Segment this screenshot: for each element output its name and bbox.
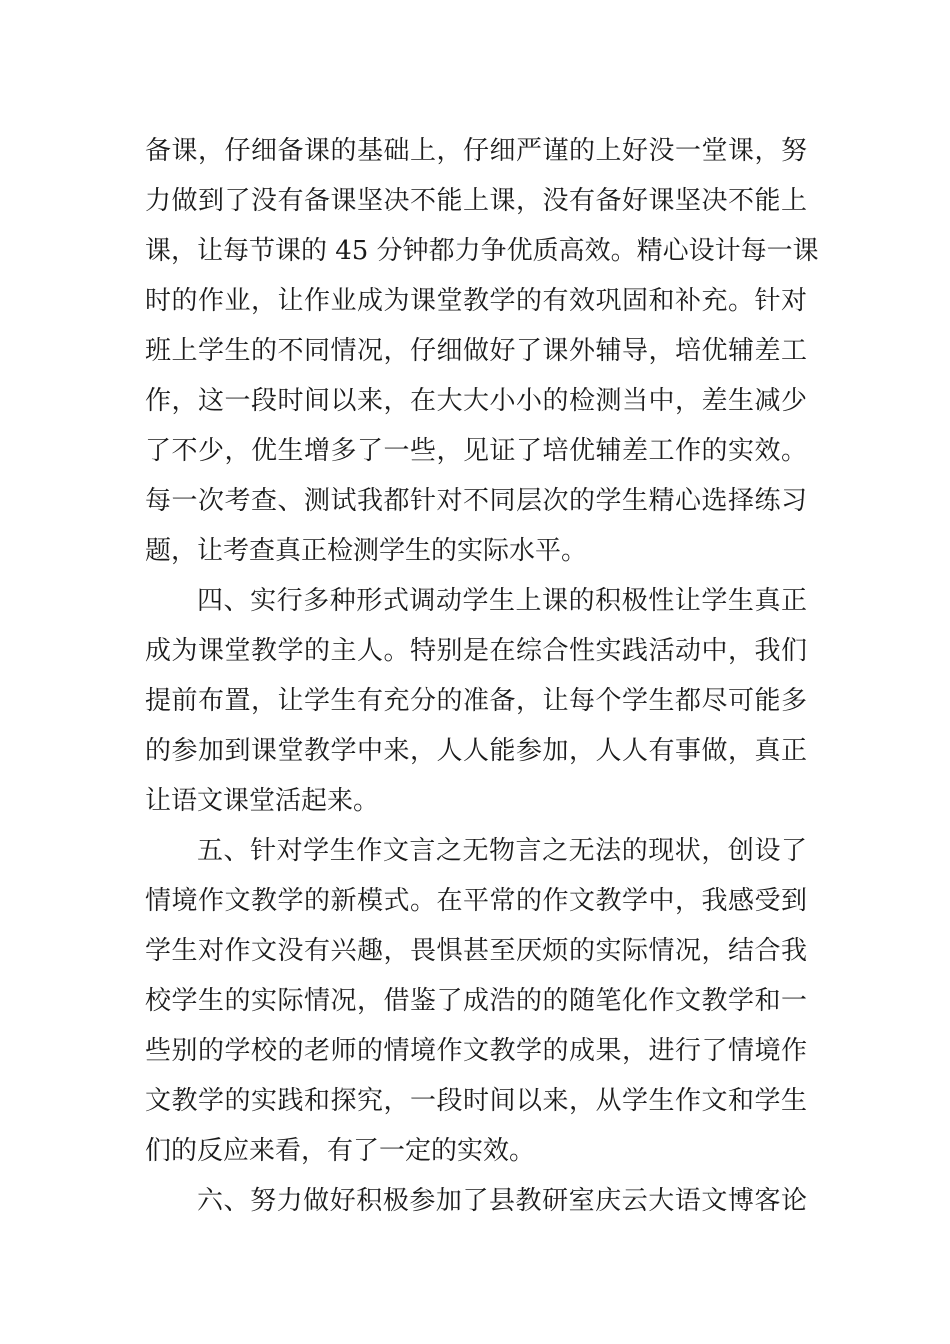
text-line: 们的反应来看，有了一定的实效。 <box>145 1136 536 1166</box>
paragraph-1 <box>145 126 819 576</box>
text-line: 备课，仔细备课的基础上，仔细严谨的上好没一堂课，努 <box>145 136 807 166</box>
text-line: 些别的学校的老师的情境作文教学的成果，进行了情境作 <box>145 1036 807 1066</box>
text-line: 校学生的实际情况，借鉴了成浩的的随笔化作文教学和一 <box>145 986 807 1016</box>
text-line: 五、针对学生作文言之无物言之无法的现状，创设了 <box>197 836 807 866</box>
text-line: 的参加到课堂教学中来，人人能参加，人人有事做，真正 <box>145 736 807 766</box>
text-line: 班上学生的不同情况，仔细做好了课外辅导，培优辅差工 <box>145 336 807 366</box>
document-page <box>145 126 819 1226</box>
text-line: 课，让每节课的 45 分钟都力争优质高效。精心设计每一课 <box>145 236 819 266</box>
text-line: 文教学的实践和探究，一段时间以来，从学生作文和学生 <box>145 1086 807 1116</box>
text-line: 学生对作文没有兴趣，畏惧甚至厌烦的实际情况，结合我 <box>145 936 807 966</box>
text-line: 六、努力做好积极参加了县教研室庆云大语文博客论 <box>197 1186 807 1216</box>
paragraph-3 <box>145 826 807 1176</box>
text-line: 四、实行多种形式调动学生上课的积极性让学生真正 <box>197 586 807 616</box>
text-line: 作，这一段时间以来，在大大小小的检测当中，差生减少 <box>145 386 807 416</box>
paragraph-4 <box>145 1176 807 1226</box>
text-line: 让语文课堂活起来。 <box>145 786 380 816</box>
text-line: 提前布置，让学生有充分的准备，让每个学生都尽可能多 <box>145 686 807 716</box>
text-line: 时的作业，让作业成为课堂教学的有效巩固和补充。针对 <box>145 286 807 316</box>
text-line: 情境作文教学的新模式。在平常的作文教学中，我感受到 <box>145 886 807 916</box>
text-line: 力做到了没有备课坚决不能上课，没有备好课坚决不能上 <box>145 186 807 216</box>
text-line: 成为课堂教学的主人。特别是在综合性实践活动中，我们 <box>145 636 807 666</box>
text-line: 了不少，优生增多了一些，见证了培优辅差工作的实效。 <box>145 436 807 466</box>
paragraph-2 <box>145 576 807 826</box>
text-line: 题，让考查真正检测学生的实际水平。 <box>145 536 588 566</box>
text-line: 每一次考查、测试我都针对不同层次的学生精心选择练习 <box>145 486 807 516</box>
